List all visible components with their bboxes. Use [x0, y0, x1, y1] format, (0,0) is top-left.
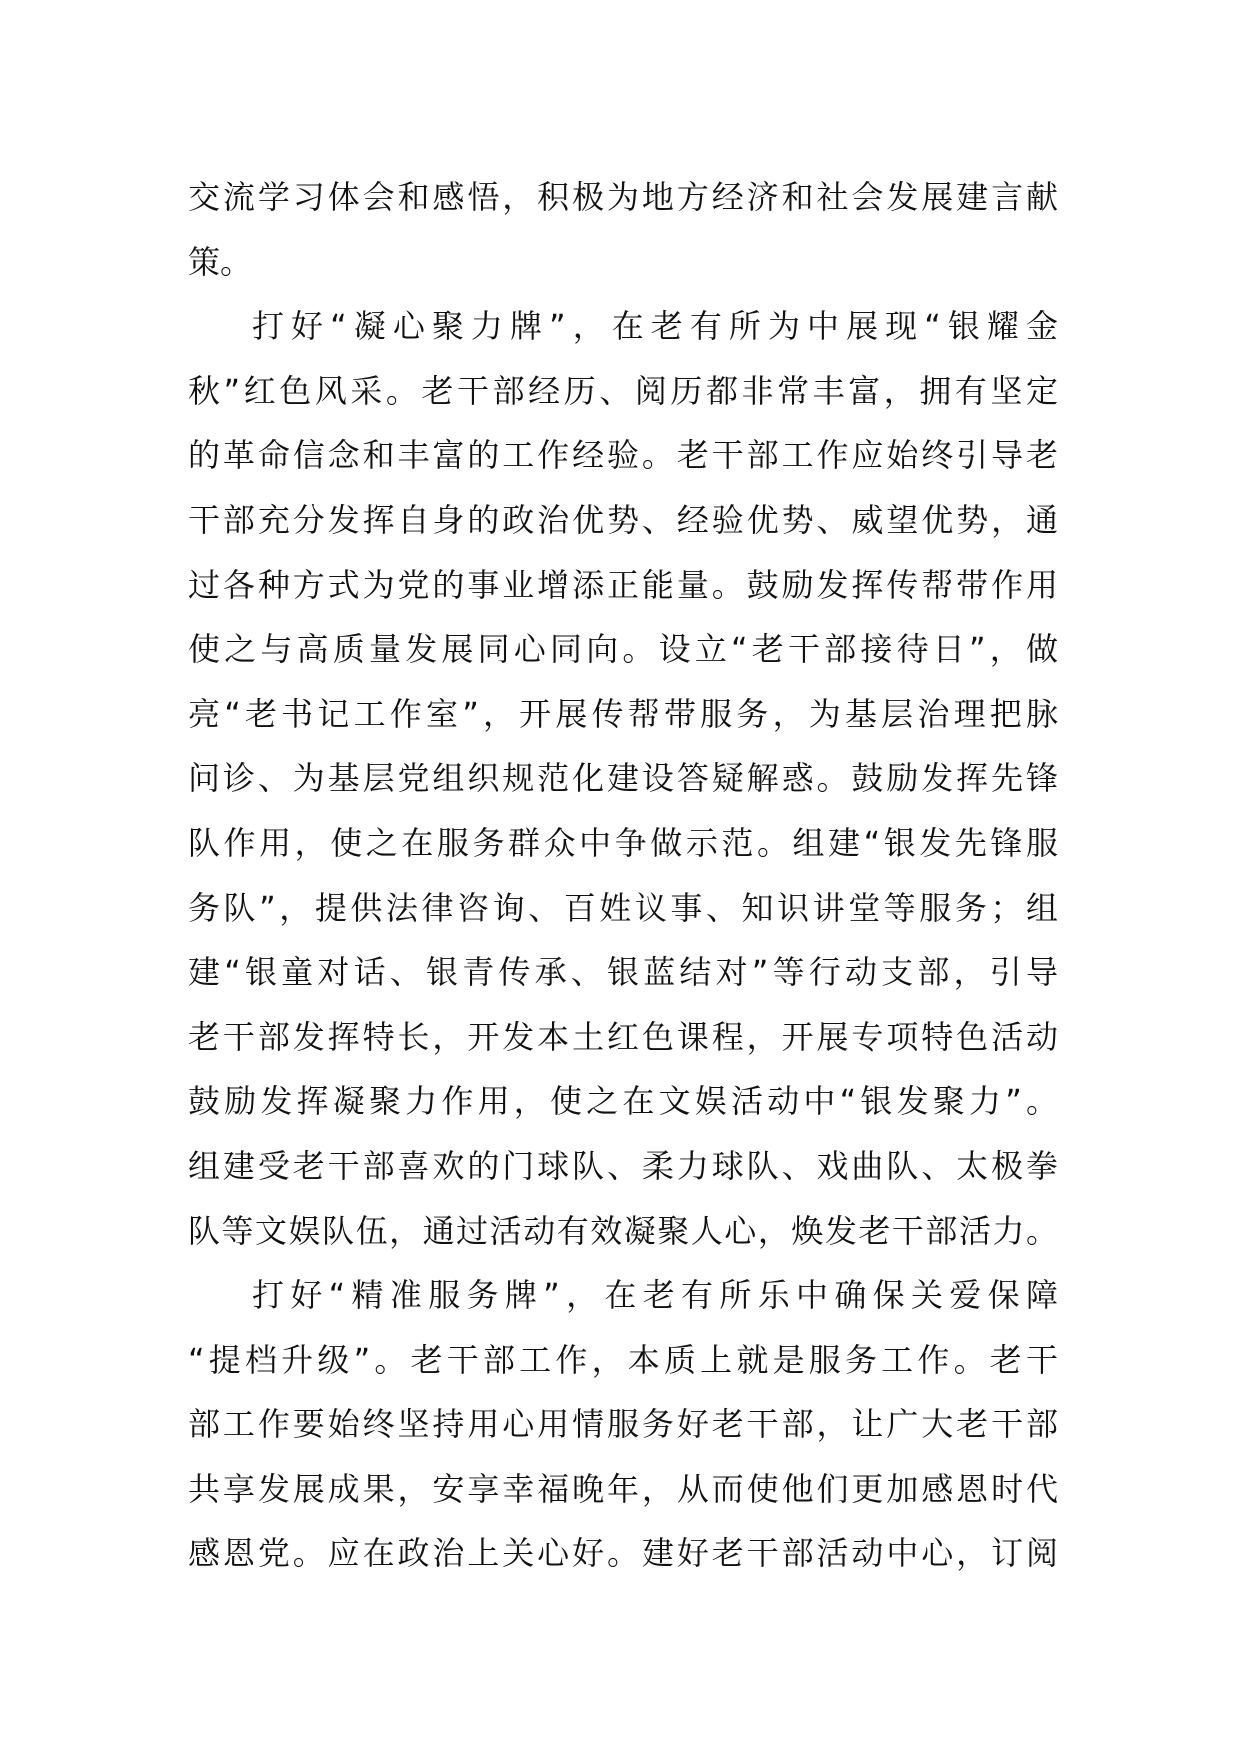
paragraph-start-line: 打好“精准服务牌”，在老有所乐中确保关爱保障	[252, 1276, 1058, 1315]
text-line: 交流学习体会和感悟，积极为地方经济和社会发展建言献	[188, 178, 1058, 216]
text-line: 共享发展成果，安享幸福晚年，从而使他们更加感恩时代	[188, 1469, 1058, 1508]
text-line: 的革命信念和丰富的工作经验。老干部工作应始终引导老	[188, 436, 1058, 475]
text-line: 使之与高质量发展同心同向。设立“老干部接待日”，做	[188, 630, 1058, 669]
text-line: 感恩党。应在政治上关心好。建好老干部活动中心，订阅	[188, 1534, 1058, 1573]
paragraph-start-line: 打好“凝心聚力牌”，在老有所为中展现“银耀金	[252, 307, 1058, 346]
text-line: 秋”红色风采。老干部经历、阅历都非常丰富，拥有坚定	[188, 371, 1058, 410]
text-line: “提档升级”。老干部工作，本质上就是服务工作。老干	[188, 1340, 1058, 1379]
text-line: 鼓励发挥凝聚力作用，使之在文娱活动中“银发聚力”。	[188, 1082, 1058, 1121]
text-line: 问诊、为基层党组织规范化建设答疑解惑。鼓励发挥先锋	[188, 759, 1058, 798]
text-line: 务队”，提供法律咨询、百姓议事、知识讲堂等服务；组	[188, 888, 1058, 927]
text-line: 亮“老书记工作室”，开展传帮带服务，为基层治理把脉	[188, 694, 1058, 733]
text-line: 过各种方式为党的事业增添正能量。鼓励发挥传帮带作用	[188, 565, 1058, 604]
text-line: 老干部发挥特长，开发本土红色课程，开展专项特色活动	[188, 1017, 1058, 1056]
text-line: 部工作要始终坚持用心用情服务好老干部，让广大老干部	[188, 1405, 1058, 1444]
text-line: 队等文娱队伍，通过活动有效凝聚人心，焕发老干部活力。	[188, 1211, 1058, 1250]
text-line: 组建受老干部喜欢的门球队、柔力球队、戏曲队、太极拳	[188, 1146, 1058, 1185]
text-line: 建“银童对话、银青传承、银蓝结对”等行动支部，引导	[188, 953, 1058, 992]
text-line: 干部充分发挥自身的政治优势、经验优势、威望优势，通	[188, 500, 1058, 539]
text-line: 策。	[188, 242, 253, 281]
text-line: 队作用，使之在服务群众中争做示范。组建“银发先锋服	[188, 823, 1058, 862]
body-text	[188, 165, 1058, 1586]
